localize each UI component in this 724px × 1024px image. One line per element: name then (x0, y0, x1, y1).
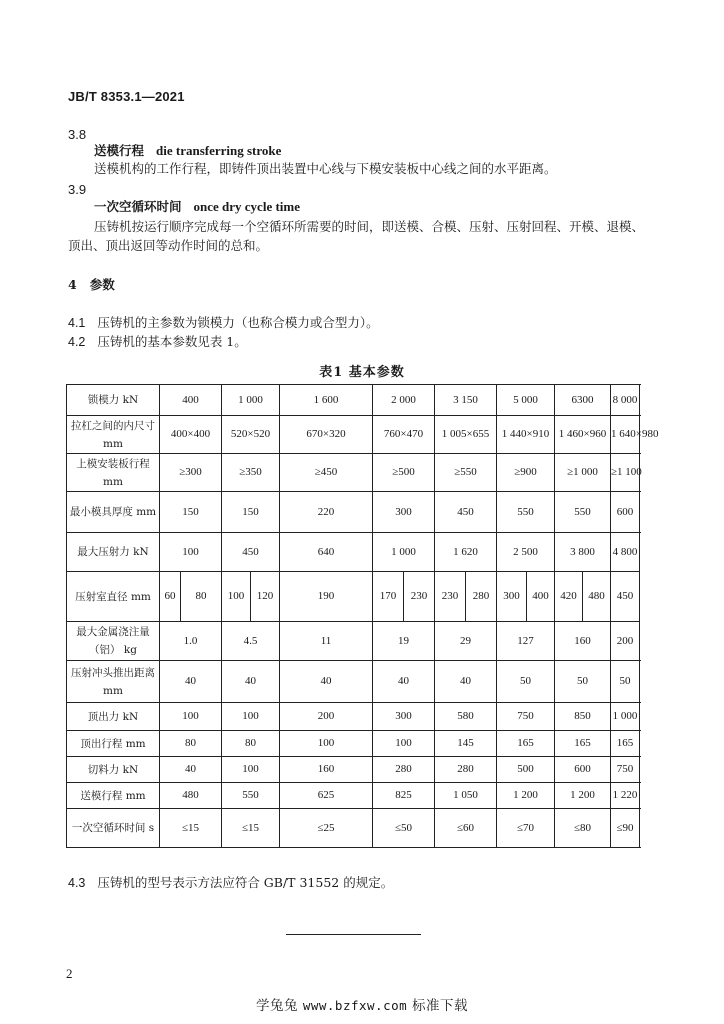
table-cell: 600 (611, 492, 640, 533)
definition-3-9-line-2: 顶出、顶出返回等动作时间的总和。 (68, 238, 269, 253)
table-cell: 200 (280, 703, 373, 731)
watermark-footer (0, 994, 724, 1014)
table-caption: 表1 基本参数 (319, 365, 405, 380)
table-cell: 520×520 (222, 416, 280, 454)
table-cell: 400×400 (160, 416, 222, 454)
table-cell: 760×470 (373, 416, 435, 454)
clause-4-1 (68, 314, 379, 332)
term-en: once dry cycle time (193, 199, 300, 214)
table-row (67, 703, 640, 731)
table-cell: 40 (373, 661, 435, 703)
table-cell: 80 (222, 731, 280, 757)
table-cell: 3 800 (555, 533, 611, 572)
table-cell: 625 (280, 783, 373, 809)
table-row (67, 661, 640, 703)
table-cell: 11 (280, 622, 373, 661)
row-label: 压射冲头推出距离 mm (67, 661, 160, 703)
table-cell: 280 (466, 572, 497, 622)
table-cell: 420 (555, 572, 583, 622)
row-label: 顶出力 kN (67, 703, 160, 731)
table-cell: 8 000 (611, 385, 640, 416)
table-cell: 100 (222, 757, 280, 783)
footer-prefix: 学兔兔 (256, 998, 303, 1014)
table-cell: 19 (373, 622, 435, 661)
table-cell: 1 000 (222, 385, 280, 416)
table-cell: 5 000 (497, 385, 555, 416)
table-row (67, 572, 640, 622)
table-row (67, 783, 640, 809)
table-cell: 50 (611, 661, 640, 703)
table-cell: 1 640×980 (611, 416, 640, 454)
table-cell: 2 500 (497, 533, 555, 572)
table-row (67, 731, 640, 757)
table-cell: 50 (555, 661, 611, 703)
table-cell: 170 (373, 572, 404, 622)
row-label: 压射室直径 mm (67, 572, 160, 622)
definition-3-8: 送模机构的工作行程，即铸件顶出装置中心线与下模安装板中心线之间的水平距离。 (94, 161, 557, 176)
table-cell: 300 (373, 703, 435, 731)
table-cell: 400 (527, 572, 555, 622)
row-label: 顶出行程 mm (67, 731, 160, 757)
table-cell: ≤25 (280, 809, 373, 848)
table-cell: 145 (435, 731, 497, 757)
table-cell: 850 (555, 703, 611, 731)
clause-4-3 (68, 874, 393, 892)
table-cell: 300 (373, 492, 435, 533)
table-cell: 200 (611, 622, 640, 661)
table-cell: 1 620 (435, 533, 497, 572)
table-cell: 600 (555, 757, 611, 783)
table-cell: ≥1 100 (611, 454, 640, 492)
table-cell: 80 (181, 572, 222, 622)
table-cell: 1.0 (160, 622, 222, 661)
table-cell: 40 (435, 661, 497, 703)
table-cell: ≤80 (555, 809, 611, 848)
table-cell: 100 (222, 572, 251, 622)
term-once-dry-cycle-time (94, 198, 300, 216)
clause-number: 4.2 (68, 335, 86, 349)
clause-text: 压铸机的主参数为锁模力（也称合模力或合型力）。 (97, 315, 379, 330)
table-row (67, 757, 640, 783)
table-row (67, 492, 640, 533)
table-cell: 750 (497, 703, 555, 731)
table-cell: 1 005×655 (435, 416, 497, 454)
table-cell: ≥550 (435, 454, 497, 492)
table-cell: 580 (435, 703, 497, 731)
table-cell: ≥450 (280, 454, 373, 492)
end-rule (286, 934, 421, 935)
table-cell: ≤50 (373, 809, 435, 848)
row-label: 锁模力 kN (67, 385, 160, 416)
table-cell: 280 (435, 757, 497, 783)
table-cell: ≥350 (222, 454, 280, 492)
table-cell: 80 (160, 731, 222, 757)
row-label: 最小模具厚度 mm (67, 492, 160, 533)
basic-parameters-table (66, 384, 659, 848)
row-label: 一次空循环时间 s (67, 809, 160, 848)
table-cell: 150 (222, 492, 280, 533)
footer-suffix: 标准下载 (407, 998, 468, 1014)
table-cell: 1 220 (611, 783, 640, 809)
table-row (67, 622, 640, 661)
table-cell: 40 (280, 661, 373, 703)
table-cell: 100 (373, 731, 435, 757)
clause-4-2 (68, 333, 247, 351)
table-cell: 450 (611, 572, 640, 622)
table-cell: 1 200 (555, 783, 611, 809)
table-cell: ≥500 (373, 454, 435, 492)
table-cell: 165 (555, 731, 611, 757)
table-cell: 4.5 (222, 622, 280, 661)
table-cell: 120 (251, 572, 280, 622)
row-label: 送模行程 mm (67, 783, 160, 809)
table-row (67, 416, 640, 454)
row-label: 拉杠之间的内尺寸 mm (67, 416, 160, 454)
table-cell: 230 (435, 572, 466, 622)
table-cell: 127 (497, 622, 555, 661)
table-cell: ≤15 (160, 809, 222, 848)
table-cell: ≤15 (222, 809, 280, 848)
table-cell: 550 (497, 492, 555, 533)
table-cell: 40 (160, 757, 222, 783)
table-cell: 100 (222, 703, 280, 731)
table-cell: 4 800 (611, 533, 640, 572)
section-number-3-9: 3.9 (68, 182, 87, 197)
table-cell: 100 (160, 703, 222, 731)
table-cell: ≥900 (497, 454, 555, 492)
table-cell: 230 (404, 572, 435, 622)
table-cell: ≥1 000 (555, 454, 611, 492)
table-cell: 1 200 (497, 783, 555, 809)
table-cell: ≤60 (435, 809, 497, 848)
table-cell: 480 (160, 783, 222, 809)
row-label: 上模安装板行程 mm (67, 454, 160, 492)
table-cell: 640 (280, 533, 373, 572)
table-cell: 165 (611, 731, 640, 757)
row-label: 切料力 kN (67, 757, 160, 783)
table-cell: 100 (280, 731, 373, 757)
term-cn: 一次空循环时间 (94, 199, 182, 214)
table-cell: 1 460×960 (555, 416, 611, 454)
table-cell: ≤90 (611, 809, 640, 848)
table-cell: 6300 (555, 385, 611, 416)
table-cell: 220 (280, 492, 373, 533)
table-row (67, 385, 640, 416)
table-cell: 160 (555, 622, 611, 661)
definition-3-9-line-1: 压铸机按运行顺序完成每一个空循环所需要的时间，即送模、合模、压射、压射回程、开模、退模、 (94, 219, 645, 234)
table-cell: 190 (280, 572, 373, 622)
table-cell: 550 (222, 783, 280, 809)
table-cell: 400 (160, 385, 222, 416)
table-cell: 1 600 (280, 385, 373, 416)
table-cell: 60 (160, 572, 181, 622)
row-label: 最大金属浇注量（铝） kg (67, 622, 160, 661)
table-cell: 670×320 (280, 416, 373, 454)
table-cell: 160 (280, 757, 373, 783)
page-number: 2 (66, 966, 73, 981)
table-cell: 1 050 (435, 783, 497, 809)
table-cell: ≤70 (497, 809, 555, 848)
table-cell: 29 (435, 622, 497, 661)
table-cell: 550 (555, 492, 611, 533)
table-cell: 300 (497, 572, 527, 622)
table-cell: 40 (222, 661, 280, 703)
table-cell: 750 (611, 757, 640, 783)
table-cell: 2 000 (373, 385, 435, 416)
term-die-transferring-stroke (94, 142, 281, 160)
table-cell: 1 000 (373, 533, 435, 572)
table-cell: 40 (160, 661, 222, 703)
table-row (67, 454, 640, 492)
table-cell: 1 440×910 (497, 416, 555, 454)
table-cell: 500 (497, 757, 555, 783)
footer-url: www.bzfxw.com (302, 998, 408, 1013)
clause-number: 4.3 (68, 876, 86, 890)
table-cell: 150 (160, 492, 222, 533)
standard-code: JB/T 8353.1—2021 (68, 89, 185, 104)
table-cell: ≥300 (160, 454, 222, 492)
row-label: 最大压射力 kN (67, 533, 160, 572)
table-cell: 480 (583, 572, 611, 622)
term-en: die transferring stroke (156, 143, 282, 158)
table-cell: 50 (497, 661, 555, 703)
table-cell: 450 (435, 492, 497, 533)
table-cell: 450 (222, 533, 280, 572)
section-heading-4: 4 参数 (68, 277, 115, 292)
table-cell: 1 000 (611, 703, 640, 731)
table-cell: 280 (373, 757, 435, 783)
table-row (67, 809, 640, 848)
clause-text: 压铸机的型号表示方法应符合 GB/T 31552 的规定。 (97, 875, 394, 890)
table-cell: 825 (373, 783, 435, 809)
clause-text: 压铸机的基本参数见表 1。 (97, 334, 247, 349)
table-cell: 165 (497, 731, 555, 757)
table-cell: 3 150 (435, 385, 497, 416)
table-row (67, 533, 640, 572)
table-cell: 100 (160, 533, 222, 572)
term-cn: 送模行程 (94, 143, 145, 158)
clause-number: 4.1 (68, 316, 86, 330)
section-number-3-8: 3.8 (68, 127, 87, 142)
